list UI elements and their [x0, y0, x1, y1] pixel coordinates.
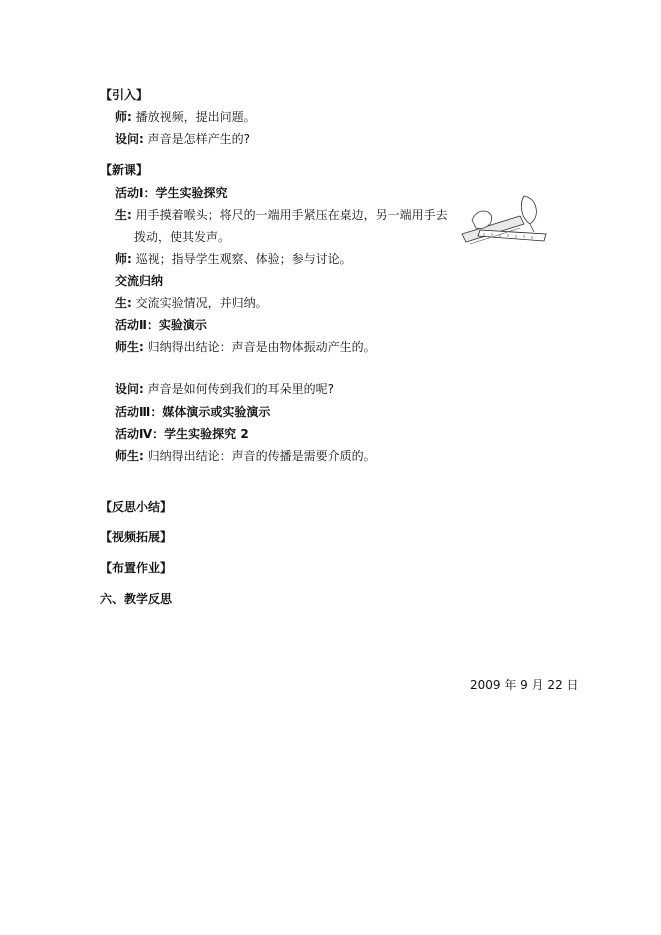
student2-line	[115, 295, 268, 311]
teacher-student-line-1	[115, 339, 376, 355]
section-homework: 【布置作业】	[100, 561, 173, 575]
teacher-student-label: 师生:	[115, 449, 144, 463]
activity-4-title: 活动Ⅳ：学生实验探究 2	[115, 427, 249, 441]
teacher-label: 师:	[115, 110, 132, 124]
question-label: 设问:	[115, 382, 144, 396]
exchange-title: 交流归纳	[115, 274, 164, 288]
teacher-text: 巡视；指导学生观察、体验；参与讨论。	[135, 252, 352, 266]
section-video-extension: 【视频拓展】	[100, 530, 173, 544]
student-label: 生:	[115, 208, 132, 222]
teacher-text: 播放视频，提出问题。	[135, 110, 256, 124]
question-label: 设问:	[115, 132, 144, 146]
activity-3-title: 活动Ⅲ：媒体演示或实验演示	[115, 405, 271, 419]
intro-teacher-line	[115, 109, 256, 125]
hand-plucking-ruler-illustration	[460, 194, 550, 254]
question2-line	[115, 381, 334, 397]
student-line-1	[115, 207, 448, 223]
section-reflection-summary: 【反思小结】	[100, 500, 173, 514]
student-text: 交流实验情况，并归纳。	[135, 296, 268, 310]
teacher-student-label: 师生:	[115, 340, 144, 354]
intro-question-line	[115, 131, 250, 147]
activity-2-title: 活动Ⅱ：实验演示	[115, 318, 207, 332]
student-label: 生:	[115, 296, 132, 310]
teacher-label: 师:	[115, 252, 132, 266]
student-line-2: 拨动，使其发声。	[134, 230, 231, 244]
section-teaching-reflection: 六、教学反思	[100, 592, 173, 606]
question-text: 声音是如何传到我们的耳朵里的呢?	[147, 382, 335, 396]
activity-1-title: 活动Ⅰ：学生实验探究	[115, 186, 228, 200]
student-text: 用手摸着喉头；将尺的一端用手紧压在桌边，另一端用手去	[135, 208, 448, 222]
conclusion-text: 归纳得出结论：声音的传播是需要介质的。	[147, 449, 376, 463]
teacher-student-line-2	[115, 448, 376, 464]
section-new-lesson-header: 【新课】	[100, 163, 149, 177]
conclusion-text: 归纳得出结论：声音是由物体振动产生的。	[147, 340, 376, 354]
document-date: 2009 年 9 月 22 日	[470, 678, 579, 692]
question-text: 声音是怎样产生的?	[147, 132, 251, 146]
section-intro-header: 【引入】	[100, 88, 149, 102]
teacher-line	[115, 251, 352, 267]
